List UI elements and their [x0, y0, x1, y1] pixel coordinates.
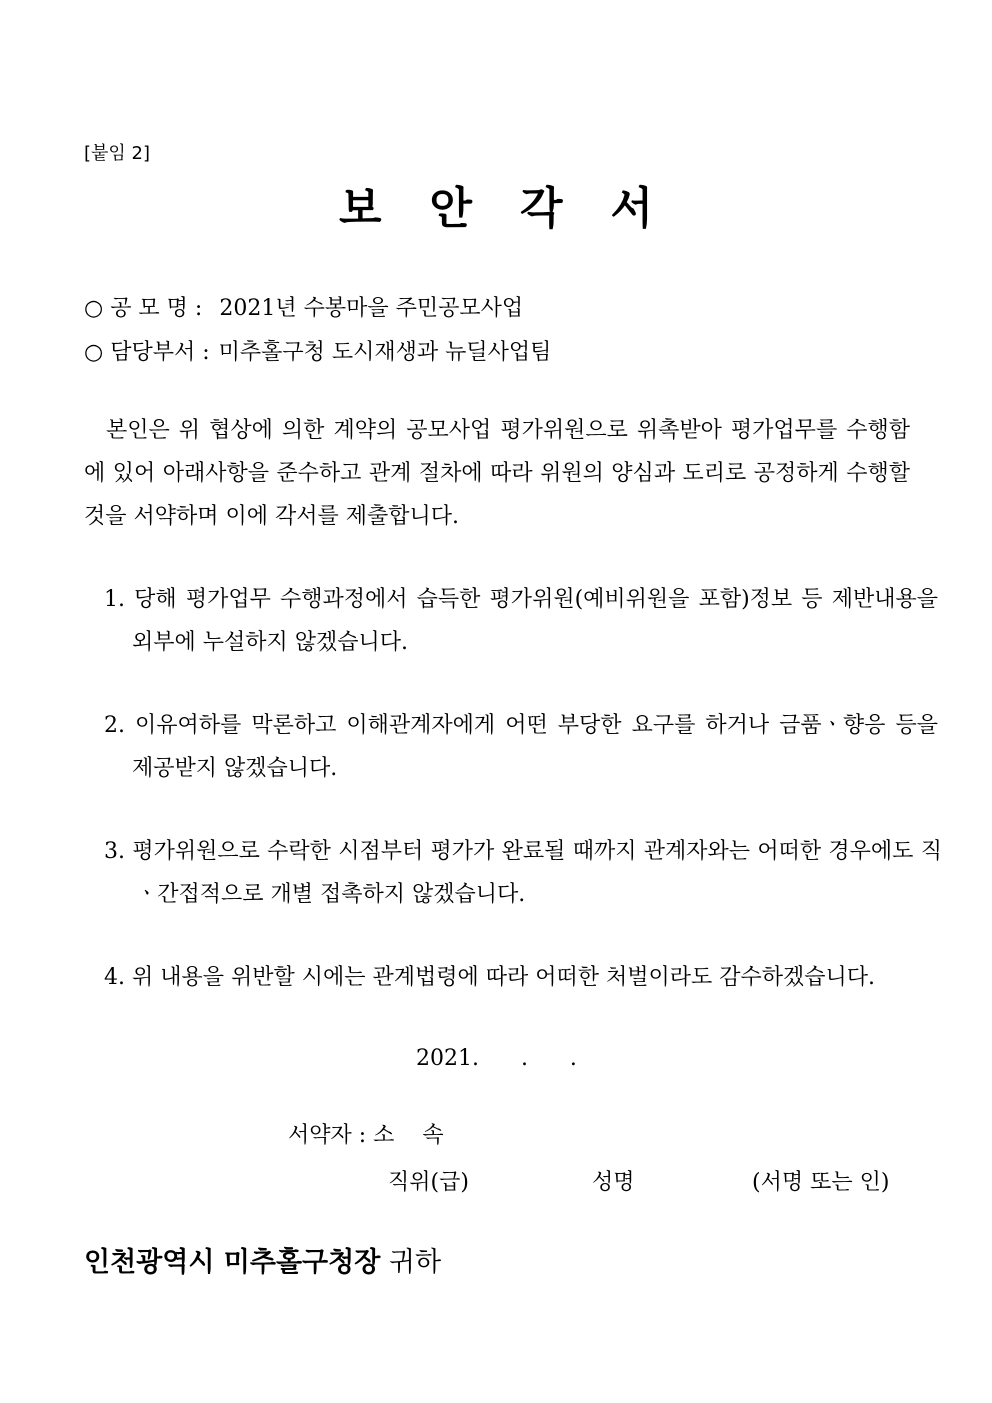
department-label: ○ 담당부서 : [84, 340, 210, 365]
signer-affiliation: 소 속 [373, 1123, 444, 1148]
pledge-item-3 [104, 830, 942, 916]
department-value: 미추홀구청 도시재생과 뉴딜사업팀 [218, 340, 552, 365]
signer-seal: (서명 또는 인) [752, 1170, 890, 1195]
pledge-item-text: 이유여하를 막론하고 이해관계자에게 어떤 부당한 요구를 하거나 금품ㆍ향응 등을 제공받지 않겠습니다. [132, 713, 938, 781]
contest-name-label: ○ 공 모 명 : [84, 296, 203, 321]
signer-name: 성명 [592, 1170, 635, 1195]
pledge-item-4 [104, 956, 910, 999]
pledge-item-1 [104, 578, 938, 664]
addressee [84, 1240, 441, 1279]
addressee-name: 인천광역시 미추홀구청장 [84, 1247, 381, 1278]
contest-name-row [84, 291, 523, 322]
pledge-item-number: 4. [104, 965, 125, 990]
pledge-item-text: 당해 평가업무 수행과정에서 습득한 평가위원(예비위원을 포함)정보 등 제반내용을 외부에 누설하지 않겠습니다. [132, 587, 938, 655]
signer-affiliation-row [288, 1118, 444, 1149]
pledge-item-number: 2. [104, 713, 125, 738]
department-row [84, 335, 551, 366]
document-title: 보안각서 [338, 183, 701, 234]
contest-name-value: 2021년 수봉마을 주민공모사업 [219, 296, 524, 321]
pledge-item-2 [104, 704, 938, 790]
intro-paragraph: 본인은 위 협상에 의한 계약의 공모사업 평가위원으로 위촉받아 평가업무를 수행함에 있어 아래사항을 준수하고 관계 절차에 따라 위원의 양심과 도리로 공정하게 수행할 것을 서약하며 이에 각서를 제출합니다. [84, 418, 910, 529]
signer-position: 직위(급) [388, 1170, 469, 1195]
pledge-item-text: 평가위원으로 수락한 시점부터 평가가 완료될 때까지 관계자와는 어떠한 경우에도 직ㆍ간접적으로 개별 접촉하지 않겠습니다. [132, 839, 943, 907]
addressee-suffix: 귀하 [388, 1247, 442, 1278]
pledge-item-number: 3. [104, 839, 125, 864]
pledge-item-number: 1. [104, 587, 125, 612]
pledge-date: 2021. . . [416, 1046, 577, 1071]
signer-label: 서약자 : [288, 1123, 367, 1148]
pledge-item-text: 위 내용을 위반할 시에는 관계법령에 따라 어떠한 처벌이라도 감수하겠습니다. [132, 965, 876, 990]
attachment-label: [붙임 2] [84, 143, 150, 164]
